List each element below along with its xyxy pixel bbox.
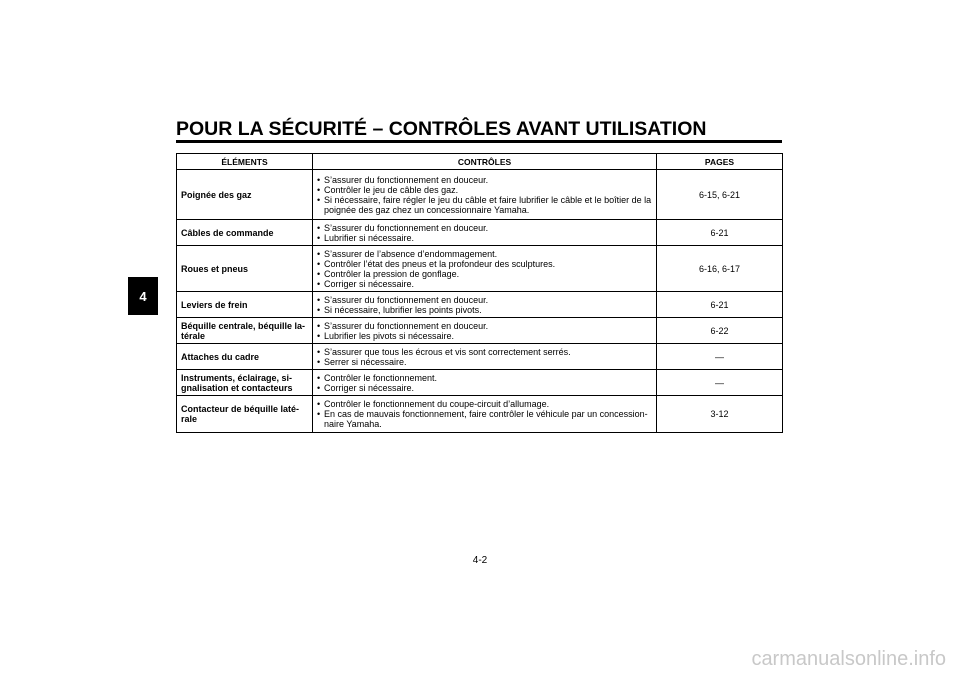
check-item: • Corriger si nécessaire.	[317, 279, 652, 289]
check-item: • S’assurer du fonctionnement en douceur.	[317, 295, 652, 305]
check-list	[317, 399, 652, 429]
check-item: • Contrôler le jeu de câble des gaz.	[317, 185, 652, 195]
checks-cell	[313, 170, 657, 220]
check-list	[317, 223, 652, 243]
check-item: • Contrôler le fonctionnement.	[317, 373, 652, 383]
check-list	[317, 347, 652, 367]
table-row	[177, 396, 783, 433]
controls-table	[176, 153, 783, 433]
watermark: carmanualsonline.info	[751, 648, 946, 670]
table-header-row	[177, 154, 783, 170]
chapter-tab: 4	[128, 277, 158, 315]
page-number: 4-2	[472, 555, 488, 566]
check-item: • S’assurer du fonctionnement en douceur.	[317, 321, 652, 331]
check-item: • Lubrifier les pivots si nécessaire.	[317, 331, 652, 341]
check-item: • Si nécessaire, faire régler le jeu du câble et faire lubrifier le câble et le boîtier de la poignée des gaz chez un concessionnaire Yamaha.	[317, 195, 652, 215]
check-item: • Contrôler l’état des pneus et la profondeur des sculptures.	[317, 259, 652, 269]
pages-cell: —	[657, 370, 783, 396]
element-cell: Attaches du cadre	[177, 344, 313, 370]
check-item: • S’assurer du fonctionnement en douceur.	[317, 223, 652, 233]
check-list	[317, 321, 652, 341]
element-cell: Poignée des gaz	[177, 170, 313, 220]
element-cell: Leviers de frein	[177, 292, 313, 318]
check-list	[317, 175, 652, 215]
title-rule	[176, 140, 782, 143]
checks-cell	[313, 292, 657, 318]
element-cell: Contacteur de béquille laté-rale	[177, 396, 313, 433]
check-item: • En cas de mauvais fonctionnement, faire contrôler le véhicule par un concession-naire Yamaha.	[317, 409, 652, 429]
check-item: • Corriger si nécessaire.	[317, 383, 652, 393]
pages-cell: 6-21	[657, 220, 783, 246]
pages-cell: 6-16, 6-17	[657, 246, 783, 292]
pages-cell: 6-15, 6-21	[657, 170, 783, 220]
check-item: • Serrer si nécessaire.	[317, 357, 652, 367]
check-item: • S’assurer que tous les écrous et vis sont correctement serrés.	[317, 347, 652, 357]
table-row	[177, 170, 783, 220]
column-header-elements: ÉLÉMENTS	[177, 154, 313, 170]
checks-cell	[313, 318, 657, 344]
checks-cell	[313, 246, 657, 292]
check-item: • Lubrifier si nécessaire.	[317, 233, 652, 243]
check-list	[317, 249, 652, 289]
check-item: • Contrôler la pression de gonflage.	[317, 269, 652, 279]
table-row	[177, 370, 783, 396]
check-item: • Contrôler le fonctionnement du coupe-circuit d’allumage.	[317, 399, 652, 409]
table-row	[177, 344, 783, 370]
column-header-controls: CONTRÔLES	[313, 154, 657, 170]
checks-cell	[313, 220, 657, 246]
element-cell: Instruments, éclairage, si-gnalisation et contacteurs	[177, 370, 313, 396]
pages-cell: —	[657, 344, 783, 370]
checks-cell	[313, 396, 657, 433]
check-item: • Si nécessaire, lubrifier les points pivots.	[317, 305, 652, 315]
check-item: • S’assurer de l’absence d’endommagement.	[317, 249, 652, 259]
table-row	[177, 292, 783, 318]
element-cell: Câbles de commande	[177, 220, 313, 246]
check-item: • S’assurer du fonctionnement en douceur.	[317, 175, 652, 185]
column-header-pages: PAGES	[657, 154, 783, 170]
table-body	[177, 170, 783, 433]
table-row	[177, 318, 783, 344]
element-cell: Béquille centrale, béquille la-térale	[177, 318, 313, 344]
check-list	[317, 373, 652, 393]
check-list	[317, 295, 652, 315]
table-row	[177, 220, 783, 246]
checks-cell	[313, 344, 657, 370]
page-title: POUR LA SÉCURITÉ – CONTRÔLES AVANT UTILISATION	[176, 118, 707, 140]
table-row	[177, 246, 783, 292]
element-cell: Roues et pneus	[177, 246, 313, 292]
checks-cell	[313, 370, 657, 396]
pages-cell: 3-12	[657, 396, 783, 433]
pages-cell: 6-21	[657, 292, 783, 318]
pages-cell: 6-22	[657, 318, 783, 344]
